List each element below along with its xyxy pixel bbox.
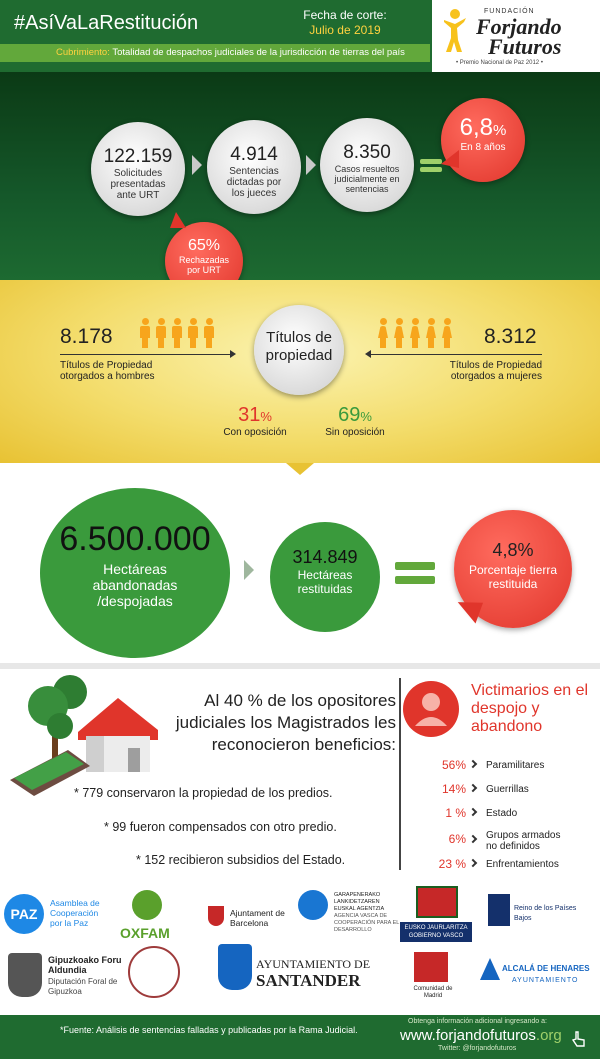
euskal-agentzia-text: [334, 892, 402, 934]
user-avatar-icon: [402, 680, 460, 738]
man-icon: [140, 318, 150, 348]
santander-shield-icon: [218, 944, 252, 990]
result-label: En 8 años: [460, 142, 506, 153]
man-icon: [156, 318, 166, 348]
rechazadas-label: Rechazadas por URT: [178, 255, 230, 275]
oxfam-logo-icon: [132, 890, 162, 920]
arrow-line: [60, 354, 232, 355]
victimarios-title: Victimarios en el despojo y abandono: [471, 682, 589, 735]
santander-l1: AYUNTAMIENTO DE: [256, 957, 371, 971]
equals-icon: [420, 167, 442, 172]
solicitudes-number: 122.159: [103, 146, 173, 167]
house-farm-icon: [8, 670, 168, 800]
colegio-abogados-seal-icon: [128, 946, 180, 998]
logo-fundacion: FUNDACIÓN: [484, 8, 535, 15]
hombres-number: 8.178: [60, 325, 113, 348]
fecha-de-corte: [290, 8, 400, 38]
woman-icon: [378, 318, 388, 348]
url-org: .org: [535, 1027, 562, 1044]
rechazadas-value: 65%: [187, 237, 221, 254]
abandonadas-label: Hectáreas abandonadas /despojadas: [92, 561, 178, 609]
twitter-handle[interactable]: Twitter: @forjandofuturos: [438, 1045, 517, 1052]
casos-label: Casos resueltos judicialmente en sentencias: [334, 164, 400, 194]
fuente-text: *Fuente: Análisis de sentencias falladas y publicadas por la Rama Judicial.: [60, 1025, 358, 1035]
paises-bajos-emblem-icon: [488, 894, 510, 926]
restituidas-number: 314.849: [292, 547, 358, 567]
porcentaje-label: Porcentaje tierra restituida: [468, 563, 558, 591]
solicitudes-circle: [91, 122, 185, 216]
victimario-row: [404, 830, 600, 854]
eusko-shield-icon: [416, 886, 458, 918]
euskal-agentzia-icon: [298, 890, 328, 920]
alcala-logo-icon: [480, 958, 500, 980]
equals-icon: [395, 576, 435, 584]
fecha-label: Fecha de corte:: [303, 8, 387, 22]
chevron-right-icon: [469, 784, 477, 792]
man-icon: [188, 318, 198, 348]
victimario-pct: 23 %: [438, 857, 466, 871]
mujeres-label: Títulos de Propiedad otorgados a mujeres: [449, 360, 542, 382]
hombres-label: Títulos de Propiedad otorgados a hombres: [60, 360, 155, 382]
sentencias-label: Sentencias dictadas por los jueces: [226, 166, 282, 199]
section-notch: [286, 463, 314, 475]
abandonadas-number: 6.500.000: [59, 520, 211, 558]
cubrimiento-bar: [0, 44, 430, 62]
arrow-line: [370, 354, 542, 355]
chevron-right-icon: [469, 760, 477, 768]
victimario-label: Paramilitares: [486, 760, 545, 771]
website-link[interactable]: [400, 1027, 562, 1044]
victimario-row: [404, 758, 600, 776]
gipuzkoa-l1: Gipuzkoako Foru Aldundia: [48, 955, 122, 975]
porcentaje-value: 4,8%: [492, 540, 534, 560]
result-bubble: [441, 98, 525, 182]
euskal-l1: GARAPENERAKO LANKIDETZAREN EUSKAL AGENTZIA: [334, 892, 385, 912]
victimario-pct: 6%: [448, 832, 466, 846]
victimario-pct: 14%: [441, 782, 466, 796]
vertical-divider: [399, 678, 401, 870]
restituidas-circle: [270, 522, 380, 632]
woman-icon: [394, 318, 404, 348]
con-oposicion-value: 31%: [238, 404, 272, 426]
man-icon: [172, 318, 182, 348]
abandonadas-circle: [40, 488, 230, 658]
barcelona-logo-text: Ajuntament de Barcelona: [230, 908, 285, 928]
cubrimiento-text: Totalidad de despachos judiciales de la jurisdicción de tierras del país: [112, 47, 405, 58]
bubble-tail: [170, 212, 186, 228]
victimario-row: [404, 782, 600, 800]
casos-number: 8.350: [343, 142, 391, 163]
sentencias-circle: [207, 120, 301, 214]
madrid-flag-icon: [414, 952, 448, 982]
casos-circle: [320, 118, 414, 212]
chevron-right-icon: [469, 859, 477, 867]
victimario-label: Estado: [486, 808, 518, 819]
victimario-pct: 1 %: [445, 806, 466, 820]
mujeres-number: 8.312: [484, 325, 537, 348]
eusko-logo-text: EUSKO JAURLARITZA GOBIERNO VASCO: [400, 922, 472, 942]
restituidas-label: Hectáreas restituidas: [297, 568, 353, 596]
victimario-pct: 56%: [441, 758, 466, 772]
alcala-l1: ALCALÁ DE HENARES: [502, 964, 590, 973]
titulos-label: Títulos de propiedad: [265, 329, 333, 364]
barcelona-shield-icon: [208, 906, 224, 926]
euskal-l2: AGENCIA VASCA DE COOPERACIÓN PARA EL DESARROLLO: [334, 913, 400, 933]
con-oposicion: [210, 404, 300, 438]
header: [0, 0, 600, 72]
chevron-right-icon: [306, 155, 316, 175]
equals-icon: [395, 562, 435, 570]
cubrimiento-label: Cubrimiento:: [56, 47, 110, 58]
man-icon: [204, 318, 214, 348]
logo-futuros: Futuros: [488, 34, 562, 59]
victimario-row: [404, 857, 600, 875]
sentencias-number: 4.914: [230, 144, 278, 165]
chevron-right-icon: [469, 808, 477, 816]
titulos-circle: [254, 305, 344, 395]
gipuzkoa-l2: Diputación Foral de Gipuzkoa: [48, 977, 118, 996]
woman-icon: [426, 318, 436, 348]
forjando-futuros-logo: [432, 0, 600, 72]
alcala-l2: AYUNTAMIENTO: [512, 977, 579, 984]
sin-oposicion-value: 69%: [338, 404, 372, 426]
bullet-item: * 779 conservaron la propiedad de los predios.: [74, 786, 333, 800]
madrid-logo-text: Comunidad de Madrid: [413, 986, 453, 999]
bullet-item: * 152 recibieron subsidios del Estado.: [136, 853, 346, 867]
result-value: 6,8%: [459, 114, 507, 141]
chevron-right-icon: [469, 835, 477, 843]
sin-oposicion: [310, 404, 400, 438]
paz-logo-icon: PAZ: [4, 894, 44, 934]
gipuzkoa-shield-icon: [8, 953, 42, 997]
arrow-right-icon: [230, 350, 236, 358]
victimario-label: Guerrillas: [486, 784, 529, 795]
con-oposicion-label: Con oposición: [223, 427, 287, 438]
logo-forjando: Forjando: [476, 14, 562, 39]
obtenga-text: Obtenga información adicional ingresando a:: [408, 1018, 547, 1025]
santander-l2: SANTANDER: [256, 971, 361, 990]
oxfam-logo-text: OXFAM: [120, 925, 170, 941]
equals-icon: [420, 159, 442, 164]
fecha-value: Julio de 2019: [309, 23, 381, 37]
victimario-row: [404, 806, 600, 824]
bullet-item: * 99 fueron compensados con otro predio.: [104, 820, 337, 834]
chevron-right-icon: [192, 155, 202, 175]
url-main: www.forjandofuturos: [400, 1027, 536, 1044]
sin-oposicion-label: Sin oposición: [325, 427, 385, 438]
victimario-label: Enfrentamientos: [486, 859, 559, 870]
victimario-label: Grupos armados no definidos: [486, 830, 561, 852]
woman-icon: [442, 318, 452, 348]
paises-bajos-text: Reino de los Países Bajos: [514, 905, 577, 922]
woman-icon: [410, 318, 420, 348]
chevron-right-icon: [244, 560, 254, 580]
beneficio-text: Al 40 % de los opositores judiciales los Magistrados les reconocieron beneficios:: [175, 691, 396, 754]
solicitudes-label: Solicitudes presentadas ante URT: [110, 168, 166, 201]
hand-pointer-icon: [570, 1030, 588, 1048]
paz-logo-text: Asamblea de Cooperación por la Paz: [50, 898, 100, 928]
logo-premio: • Premio Nacional de Paz 2012 •: [456, 60, 543, 66]
person-figure-icon: [442, 8, 468, 54]
bubble-tail: [441, 150, 459, 168]
hashtag: #AsíVaLaRestitución: [14, 12, 199, 34]
